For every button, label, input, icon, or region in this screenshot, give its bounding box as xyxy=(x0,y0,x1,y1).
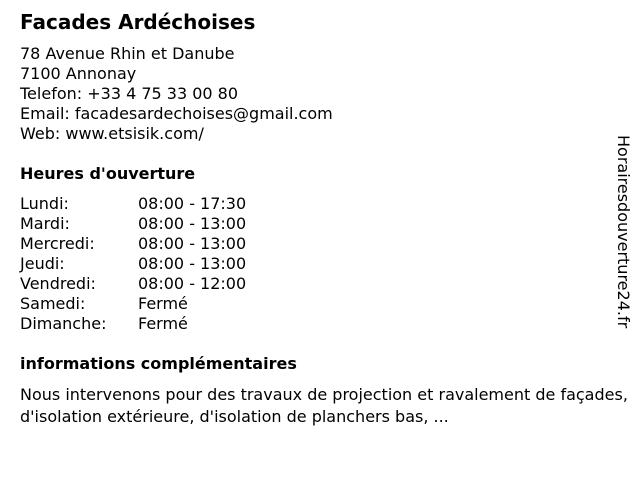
day-label: Samedi: xyxy=(20,294,86,313)
day-label: Lundi: xyxy=(20,194,69,213)
time-value: Fermé xyxy=(138,314,188,333)
email-address: Email: facadesardechoises@gmail.com xyxy=(20,104,333,123)
info-heading: informations complémentaires xyxy=(20,354,297,373)
day-label: Mardi: xyxy=(20,214,70,233)
time-value: 08:00 - 13:00 xyxy=(138,234,247,253)
time-value: Fermé xyxy=(138,294,188,313)
watermark-text: Horairesdouverture24.fr xyxy=(614,135,633,329)
street-address: 78 Avenue Rhin et Danube xyxy=(20,44,235,63)
website: Web: www.etsisik.com/ xyxy=(20,124,204,143)
phone-number: Telefon: +33 4 75 33 00 80 xyxy=(20,84,239,103)
info-text: Nous intervenons pour des travaux de projection et ravalement de façades, d'isolation extérieure, d'isolation de planchers bas, ... xyxy=(20,385,628,426)
time-value: 08:00 - 17:30 xyxy=(138,194,247,213)
time-value: 08:00 - 12:00 xyxy=(138,274,247,293)
contact-details xyxy=(20,44,333,144)
day-label: Dimanche: xyxy=(20,314,107,333)
time-value: 08:00 - 13:00 xyxy=(138,254,247,273)
time-value: 08:00 - 13:00 xyxy=(138,214,247,233)
day-label: Mercredi: xyxy=(20,234,95,253)
business-name: Facades Ardéchoises xyxy=(20,10,256,34)
hours-heading: Heures d'ouverture xyxy=(20,164,196,183)
watermark xyxy=(612,135,636,355)
city-address: 7100 Annonay xyxy=(20,64,137,83)
day-label: Jeudi: xyxy=(20,254,65,273)
day-label: Vendredi: xyxy=(20,274,96,293)
